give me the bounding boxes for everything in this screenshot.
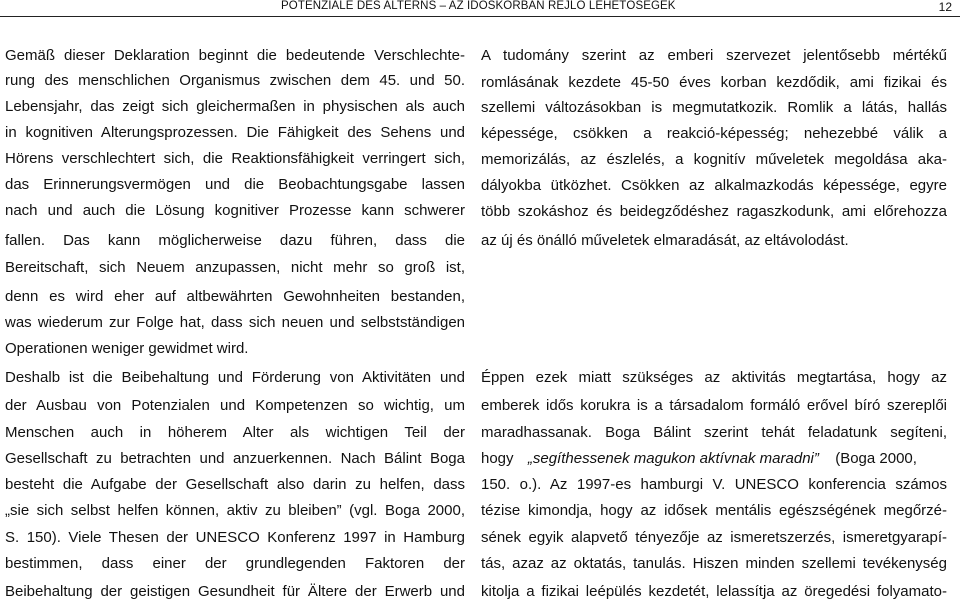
- text-line: was wiederum zur Folge hat, dass sich neuen und selbstständigen: [5, 314, 465, 331]
- text-line: rung des menschlichen Organismus zwischen dem 45. und 50.: [5, 72, 465, 89]
- page-header: [0, 0, 960, 20]
- header-rule: [0, 16, 960, 17]
- text-line: szellemi változásokban is megmutatkozik. Romlik a látás, hallás: [481, 99, 947, 116]
- citation: (Boga 2000,: [835, 450, 917, 467]
- text-line: emberek idős korukra is a társadalom formáló erővel bíró szereplői: [481, 397, 947, 414]
- page-number: 12: [938, 0, 952, 14]
- text-line: sének egyik alapvető tényezője az ismeretszerzés, ismeretgyarapí-: [481, 529, 947, 546]
- text-line: Bereitschaft, sich Neuem anzupassen, nicht mehr so groß ist,: [5, 259, 465, 276]
- text-line: memorizálás, az észlelés, a kognitív műveletek megoldása aka-: [481, 151, 947, 168]
- text-line: Éppen ezek miatt szükséges az aktivitás megtartása, hogy az: [481, 369, 947, 386]
- text-line: bestimmen, dass einer der grundlegenden Faktoren der: [5, 555, 465, 572]
- text-line: 150. o.). Az 1997-es hamburgi V. UNESCO konferencia számos: [481, 476, 947, 493]
- text-line: romlásának kezdete 45-50 éves korban kezdődik, ami fizikai és: [481, 74, 947, 91]
- text-line: S. 150). Viele Thesen der UNESCO Konferenz 1997 in Hamburg: [5, 529, 465, 546]
- text-line: denn es wird eher auf altbewährten Gewohnheiten bestanden,: [5, 288, 465, 305]
- text-line: tás, azaz az oktatás, tanulás. Hiszen minden szellemi tevékenység: [481, 555, 947, 572]
- text-line: nach und auch die Lösung kognitiver Prozesse kann schwerer: [5, 202, 465, 219]
- text-line: besteht die Aufgabe der Gesellschaft also darin zu helfen, dass: [5, 476, 465, 493]
- text-line: fallen. Das kann möglicherweise dazu führen, dass die: [5, 232, 465, 249]
- text-line: tézise kimondja, hogy az idősek mentális egészségének megőrzé-: [481, 502, 947, 519]
- text-line: kitolja a fizikai leépülés kezdetét, lelassítja az öregedési folyamato-: [481, 583, 947, 600]
- text-line: Hörens verschlechtert sich, die Reaktionsfähigkeit verringert sich,: [5, 150, 465, 167]
- text-line: [481, 446, 947, 472]
- line-segment: hogy: [481, 450, 514, 467]
- text-line: A tudomány szerint az emberi szervezet jelentősebb mértékű: [481, 47, 947, 64]
- text-line: Gemäß dieser Deklaration beginnt die bedeutende Verschlechte-: [5, 47, 465, 64]
- running-title: POTENZIALE DES ALTERNS – AZ IDŐSKORBAN REJLŐ LEHETŐSÉGEK: [281, 0, 676, 12]
- quoted-phrase: „segíthessenek magukon aktívnak maradni”: [527, 450, 819, 467]
- text-line: Gesellschaft zu betrachten und anzuerkennen. Nach Bálint Boga: [5, 450, 465, 467]
- text-line: Beibehaltung der geistigen Gesundheit für Ältere der Erwerb und: [5, 583, 465, 600]
- text-line: Deshalb ist die Beibehaltung und Förderung von Aktivitäten und: [5, 369, 465, 386]
- text-line: az új és önálló műveletek elmaradását, az eltávolodást.: [481, 232, 849, 249]
- text-line: in kognitiven Alterungsprozessen. Die Fähigkeit des Sehens und: [5, 124, 465, 141]
- text-line: „sie sich selbst helfen können, aktiv zu bleiben” (vgl. Boga 2000,: [5, 502, 465, 519]
- text-line: Lebensjahr, das zeigt sich gleichermaßen in physischen als auch: [5, 98, 465, 115]
- text-line: maradhassanak. Boga Bálint szerint tehát feladatunk segíteni,: [481, 424, 947, 441]
- text-line: Operationen weniger gewidmet wird.: [5, 340, 249, 357]
- text-line: több szokáshoz és beidegződéshez ragaszkodunk, ami előrehozza: [481, 203, 947, 220]
- text-line: Menschen auch in höherem Alter als wichtigen Teil der: [5, 424, 465, 441]
- text-line: dályokba ütközhet. Csökken az alkalmazkodás képessége, egyre: [481, 177, 947, 194]
- text-line: képessége, csökken a reakció-képesség; nehezebbé válik a: [481, 125, 947, 142]
- text-line: das Erinnerungsvermögen und die Beobachtungsgabe lassen: [5, 176, 465, 193]
- text-line: der Ausbau von Potenzialen und Kompetenzen so wichtig, um: [5, 397, 465, 414]
